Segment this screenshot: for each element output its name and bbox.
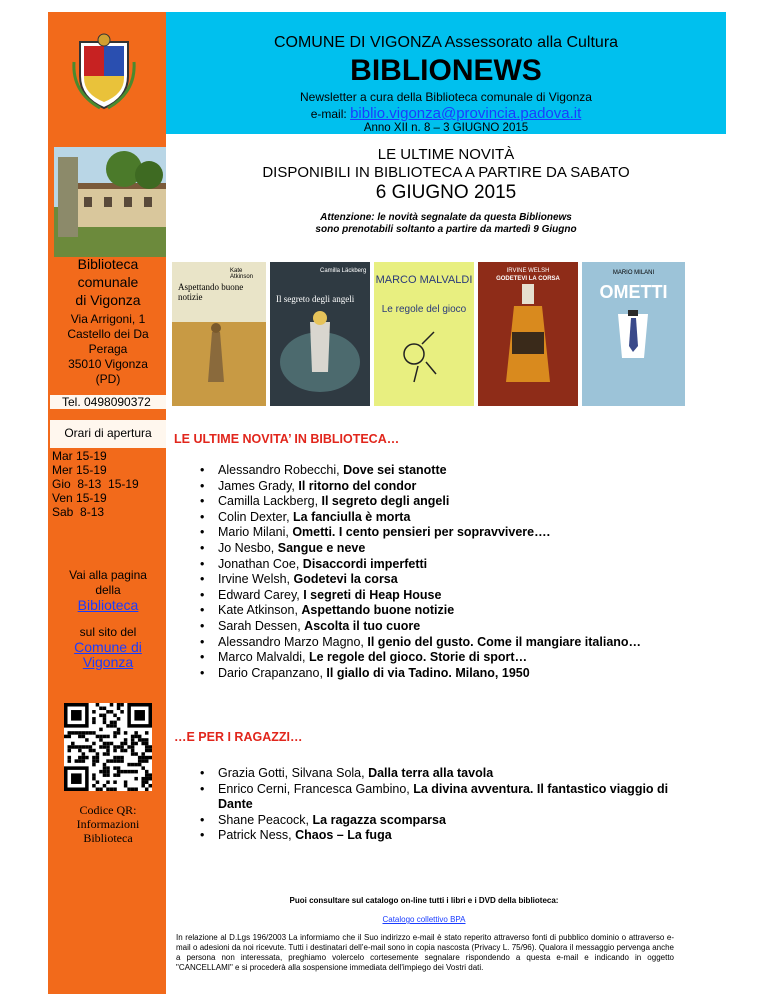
visit-links <box>50 568 166 670</box>
catalog-text: Puoi consultare sul catalogo on-line tutti i libri e i DVD della biblioteca: <box>289 896 559 905</box>
privacy-notice: In relazione al D.Lgs 196/2003 La informiamo che il Suo indirizzo e-mail è stato reperito attraverso fonti di pubblico dominio o attraverso e-mail o adesioni da noi ricevute. Tutti i destinatari dell’e-mail sono in copia nascosta (Privacy L. 75/96). Qualora il messaggio pervenga anche a persona non interessata, preghiamo volercelo cortesemente segnalare rispondendo a questa e-mail e indicando in oggetto "CANCELLAMI" e si procederà alla sospensione immediata dell'impiego dei Vostri dati. <box>176 933 674 972</box>
cover-author: MARIO MILANI <box>612 270 655 276</box>
qr-caption <box>60 803 156 845</box>
cover-title: OMETTI <box>599 282 668 302</box>
book-author: Jo Nesbo, <box>218 540 278 555</box>
list-item <box>200 650 670 666</box>
announcement-line: DISPONIBILI IN BIBLIOTECA A PARTIRE DA SABATO <box>262 164 630 181</box>
newsletter-title: BIBLIONEWS <box>350 54 542 87</box>
note-line: sono prenotabili soltanto a partire da martedì 9 Giugno <box>315 224 577 235</box>
book-title: Dove sei stanotte <box>343 463 447 477</box>
announcement-note <box>166 212 726 236</box>
book-cover <box>374 262 474 406</box>
book-title: Sangue e neve <box>277 540 366 555</box>
book-cover <box>270 262 370 406</box>
cover-author: IRVINE WELSH <box>506 268 550 274</box>
book-cover <box>582 262 685 406</box>
library-name <box>50 255 166 309</box>
book-author: Jonathan Coe, <box>218 556 303 571</box>
new-books-list <box>200 463 670 681</box>
book-author: Colin Dexter, <box>218 509 294 524</box>
book-title: Il segreto degli angeli <box>321 494 450 509</box>
kids-books-list <box>200 766 670 844</box>
book-title: I segreti di Heap House <box>303 587 442 602</box>
book-covers <box>172 262 727 406</box>
book-title: La ragazza scomparsa <box>312 812 446 827</box>
issue-info: Anno XII n. 8 – 3 GIUGNO 2015 <box>363 122 529 134</box>
book-author: Kate Atkinson, <box>218 603 302 618</box>
cover-title: Il segreto degli angeli <box>276 294 355 304</box>
book-author: Marco Malvaldi, <box>218 650 309 665</box>
book-title: Aspettando buone notizie <box>301 603 455 618</box>
comune-link[interactable]: Comune di <box>74 639 142 655</box>
cover-title: Aspettando buone notizie <box>178 282 244 302</box>
cover-author: Kate Atkinson <box>230 268 254 280</box>
header-department: COMUNE DI VIGONZA Assessorato alla Cultura <box>273 34 619 51</box>
list-item <box>200 557 670 573</box>
library-address <box>50 312 166 387</box>
list-item <box>200 463 670 479</box>
section-title-kids: …E PER I RAGAZZI… <box>174 730 303 744</box>
list-item <box>200 635 670 651</box>
cover-author: MARCO MALVALDI <box>375 274 473 286</box>
announcement-date: 6 GIUGNO 2015 <box>375 182 517 203</box>
cover-title: GODETEVI LA CORSA <box>496 276 560 282</box>
book-cover <box>478 262 578 406</box>
hours-row: Sab 8-13 <box>52 505 105 519</box>
newsletter-header <box>166 12 726 134</box>
list-item <box>200 666 670 682</box>
address-line: Via Arrigoni, 1 <box>70 312 146 326</box>
book-title: Il ritorno del condor <box>298 478 417 493</box>
list-item <box>200 525 670 541</box>
list-item <box>200 813 670 829</box>
qr-caption-line: Informazioni <box>76 817 140 831</box>
municipal-coat-of-arms <box>70 32 138 112</box>
cover-author: Camilla Läckberg <box>320 268 367 274</box>
hours-row: Gio 8-13 15-19 <box>52 477 139 491</box>
book-author: Enrico Cerni, Francesca Gambino, <box>218 781 414 796</box>
opening-hours <box>52 449 164 519</box>
hours-row: Mer 15-19 <box>52 463 107 477</box>
book-author: Patrick Ness, <box>218 828 296 843</box>
opening-hours-title: Orari di apertura <box>50 420 166 448</box>
book-author: Alessandro Marzo Magno, <box>218 634 368 649</box>
book-cover <box>172 262 266 406</box>
library-name-line: di Vigonza <box>75 292 141 308</box>
library-building-photo <box>54 147 166 257</box>
library-name-line: Biblioteca <box>77 256 139 272</box>
address-line: Peraga <box>88 342 128 356</box>
book-title: La fanciulla è morta <box>293 509 411 524</box>
list-item <box>200 541 670 557</box>
book-title: La divina avventura. Il fantastico viaggio di Dante <box>218 781 669 812</box>
qr-caption-line: Biblioteca <box>83 831 133 845</box>
book-author: Dario Crapanzano, <box>218 665 327 680</box>
book-author: Camilla Lackberg, <box>218 494 322 509</box>
book-title: Ometti. I cento pensieri per sopravvivere…. <box>292 525 551 540</box>
comune-link[interactable]: Vigonza <box>82 654 134 670</box>
library-name-line: comunale <box>77 274 139 290</box>
cover-title: Le regole del gioco <box>381 304 467 315</box>
book-title: Dalla terra alla tavola <box>368 766 494 780</box>
hours-row: Ven 15-19 <box>52 491 107 505</box>
section-title-new: LE ULTIME NOVITA’ IN BIBLIOTECA… <box>174 432 400 446</box>
book-author: Mario Milani, <box>218 525 293 540</box>
book-author: Irvine Welsh, <box>218 572 294 587</box>
announcement-line: LE ULTIME NOVITÀ <box>377 146 515 163</box>
email-label: e-mail: <box>310 107 347 121</box>
book-author: Grazia Gotti, Silvana Sola, <box>218 766 369 780</box>
note-line: Attenzione: le novità segnalate da questa Biblionews <box>320 212 572 223</box>
qr-code <box>64 703 152 791</box>
email-link[interactable]: biblio.vigonza@provincia.padova.it <box>350 105 582 122</box>
newsletter-subtitle: Newsletter a cura della Biblioteca comunale di Vigonza <box>300 90 592 104</box>
book-title: Ascolta il tuo cuore <box>304 618 421 633</box>
address-line: Castello dei Da <box>67 327 149 341</box>
list-item <box>200 782 670 813</box>
list-item <box>200 588 670 604</box>
visit-text: Vai alla pagina <box>69 568 147 582</box>
library-phone: Tel. 0498090372 <box>50 395 166 409</box>
book-title: Il genio del gusto. Come il mangiare italiano… <box>367 634 642 649</box>
book-title: Il giallo di via Tadino. Milano, 1950 <box>326 665 530 680</box>
list-item <box>200 494 670 510</box>
address-line: 35010 Vigonza <box>68 357 148 371</box>
book-author: Sarah Dessen, <box>218 618 305 633</box>
book-author: James Grady, <box>218 478 299 493</box>
list-item <box>200 510 670 526</box>
catalog-link[interactable]: Catalogo collettivo BPA <box>382 915 466 924</box>
site-text: sul sito del <box>79 625 137 639</box>
address-line: (PD) <box>95 372 121 386</box>
list-item <box>200 828 670 844</box>
list-item <box>200 572 670 588</box>
book-title: Le regole del gioco. Storie di sport… <box>309 650 528 665</box>
list-item <box>200 479 670 495</box>
book-author: Shane Peacock, <box>218 812 313 827</box>
list-item <box>200 619 670 635</box>
book-title: Chaos – La fuga <box>295 828 392 843</box>
list-item <box>200 766 670 782</box>
book-title: Disaccordi imperfetti <box>302 556 428 571</box>
book-author: Alessandro Robecchi, <box>218 463 344 477</box>
book-author: Edward Carey, <box>218 587 304 602</box>
hours-row: Mar 15-19 <box>52 449 107 463</box>
book-title: Godetevi la corsa <box>293 572 398 587</box>
qr-caption-line: Codice QR: <box>79 803 137 817</box>
visit-text: della <box>95 583 121 597</box>
header-email <box>166 105 726 122</box>
announcement <box>166 146 726 236</box>
list-item <box>200 603 670 619</box>
library-page-link[interactable]: Biblioteca <box>77 597 139 613</box>
